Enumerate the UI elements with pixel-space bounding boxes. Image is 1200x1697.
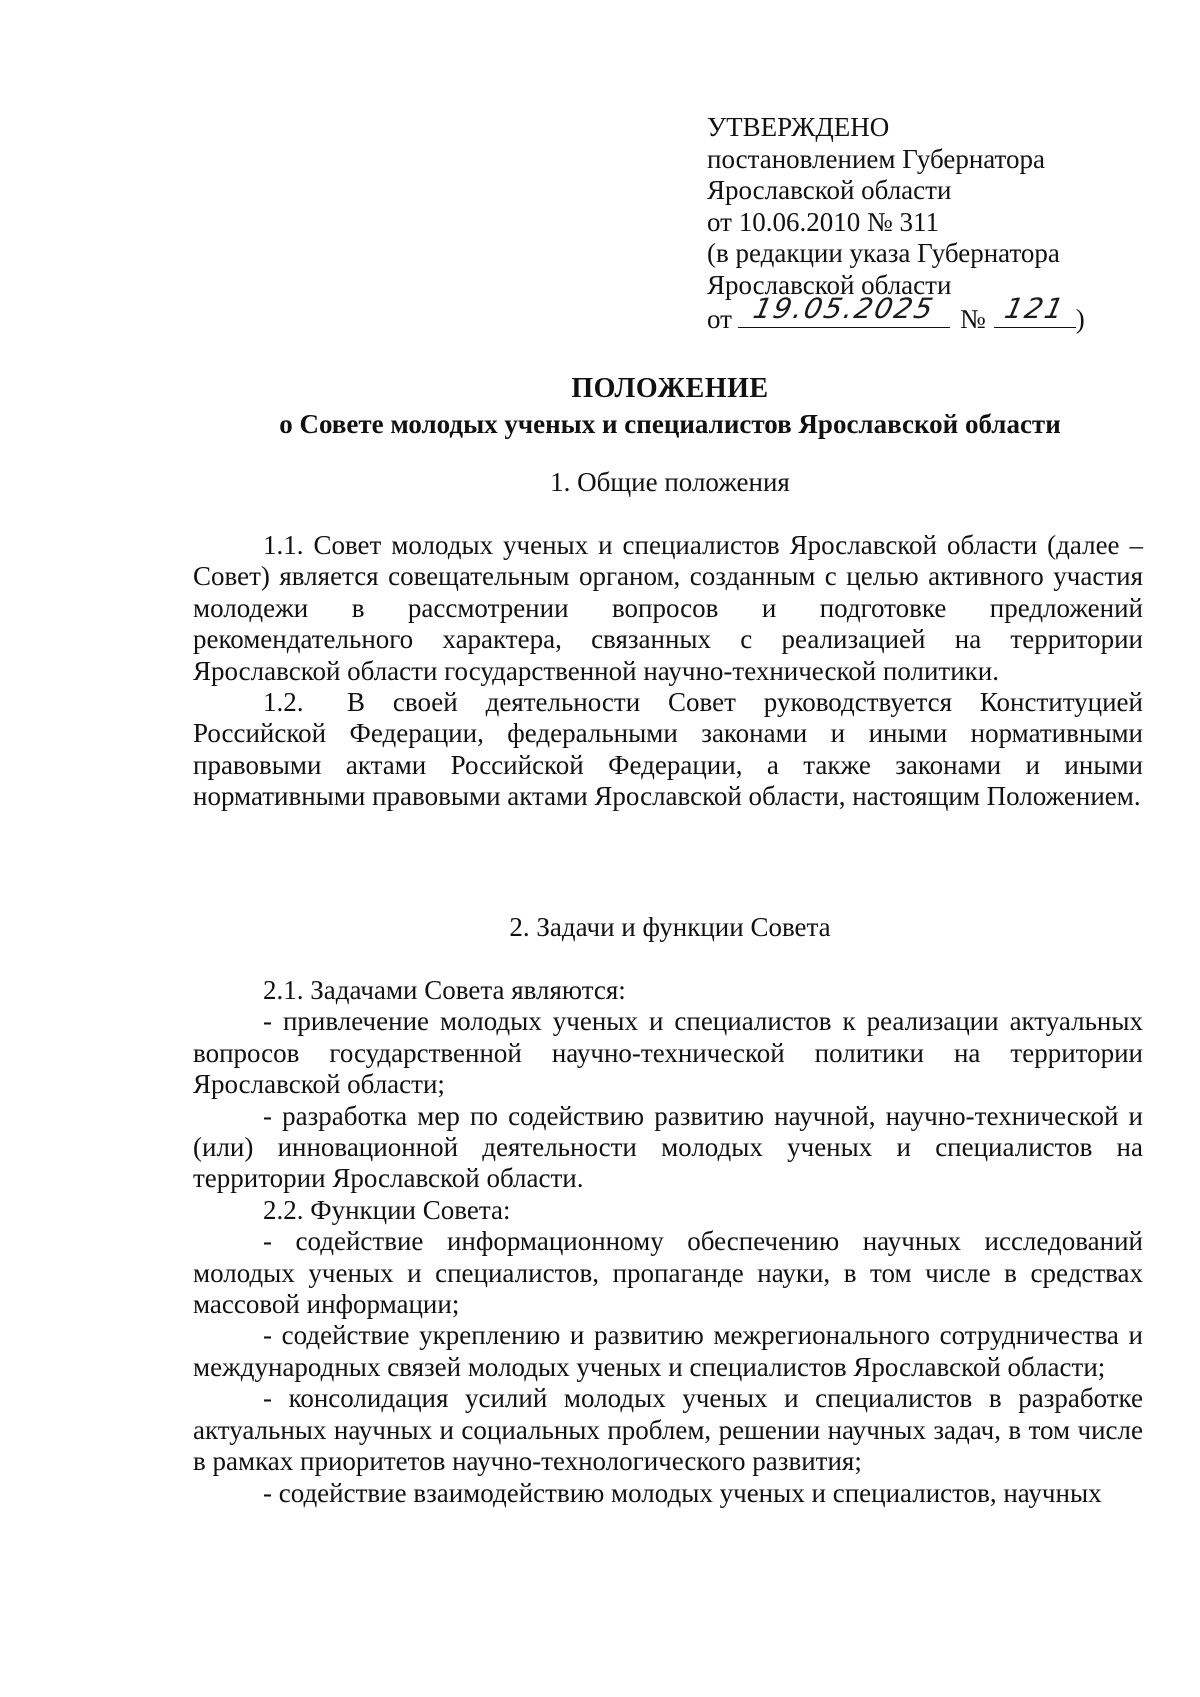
function-item: - содействие взаимодействию молодых ученых и специалистов, научных (263, 1477, 1102, 1508)
section-2-title: 2. Задачи и функции Совета (509, 912, 831, 942)
paragraph-1-2-text: В своей деятельности Совет руководствуется Конституцией Российской Федерации, федеральными законами и иными нормативными правовыми актами Российской Федерации, а также законами и иными нормативными правовыми актами Ярославской области, настоящим Положением. (193, 687, 1143, 812)
task-item: - разработка мер по содействию развитию научной, научно-технической и (или) инновационной деятельности молодых ученых и специалистов на территории Ярославской области. (193, 1100, 1143, 1194)
approval-line: Ярославской области (707, 175, 952, 205)
function-item: - консолидация усилий молодых ученых и специалистов в разработке актуальных научных и социальных проблем, решении научных задач, в том числе в рамках приоритетов научно-технологического развития; (193, 1383, 1143, 1477)
closing-paren: ) (1075, 304, 1085, 334)
function-item: - содействие укреплению и развитию межрегионального сотрудничества и международных связей молодых ученых и специалистов Ярославской области; (193, 1320, 1143, 1382)
paragraph-2-2: 2.2. Функции Совета: (263, 1194, 511, 1225)
approval-stamp-block (707, 112, 1127, 336)
section-1-title: 1. Общие положения (550, 467, 790, 497)
date-field (738, 292, 950, 328)
task-item: - привлечение молодых ученых и специалистов к реализации актуальных вопросов государственной научно-технической политики на территории Ярославской области; (193, 1006, 1143, 1100)
section-1-body (193, 530, 1143, 813)
approval-line: от 10.06.2010 № 311 (707, 206, 939, 237)
approval-title: УТВЕРЖДЕНО (707, 112, 890, 142)
paragraph-2-1: 2.1. Задачами Совета являются: (263, 975, 626, 1005)
function-item: - содействие информационному обеспечению научных исследований молодых ученых и специалистов, пропаганде науки, в том числе в средствах массовой информации; (193, 1226, 1143, 1320)
document-title: ПОЛОЖЕНИЕ (571, 373, 769, 404)
paragraph-1-2 (193, 687, 1143, 813)
approval-line: (в редакции указа Губернатора (707, 238, 1060, 268)
approval-line: Ярославской области (707, 269, 952, 300)
handwritten-number: 121 (1001, 292, 1068, 325)
approval-from-prefix: от (707, 304, 732, 334)
paragraph-1-1: 1.1. Совет молодых ученых и специалистов Ярославской области (далее – Совет) является совещательным органом, созданным с целью активного участия молодежи в рассмотрении вопросов и подготовке предложений рекомендательного характера, связанных с реализацией на территории Ярославской области государственной научно-технической политики. (193, 530, 1143, 686)
number-field (994, 292, 1076, 328)
handwritten-date: 19.05.2025 (750, 292, 938, 325)
paragraph-1-2-label: 1.2. (263, 687, 304, 718)
section-2-body (193, 975, 1143, 1509)
number-sign: № (959, 304, 986, 334)
approval-amendment-line (707, 292, 1127, 336)
document-subtitle: о Совете молодых ученых и специалистов Ярославской области (279, 409, 1061, 439)
approval-line: постановлением Губернатора (707, 143, 1045, 174)
